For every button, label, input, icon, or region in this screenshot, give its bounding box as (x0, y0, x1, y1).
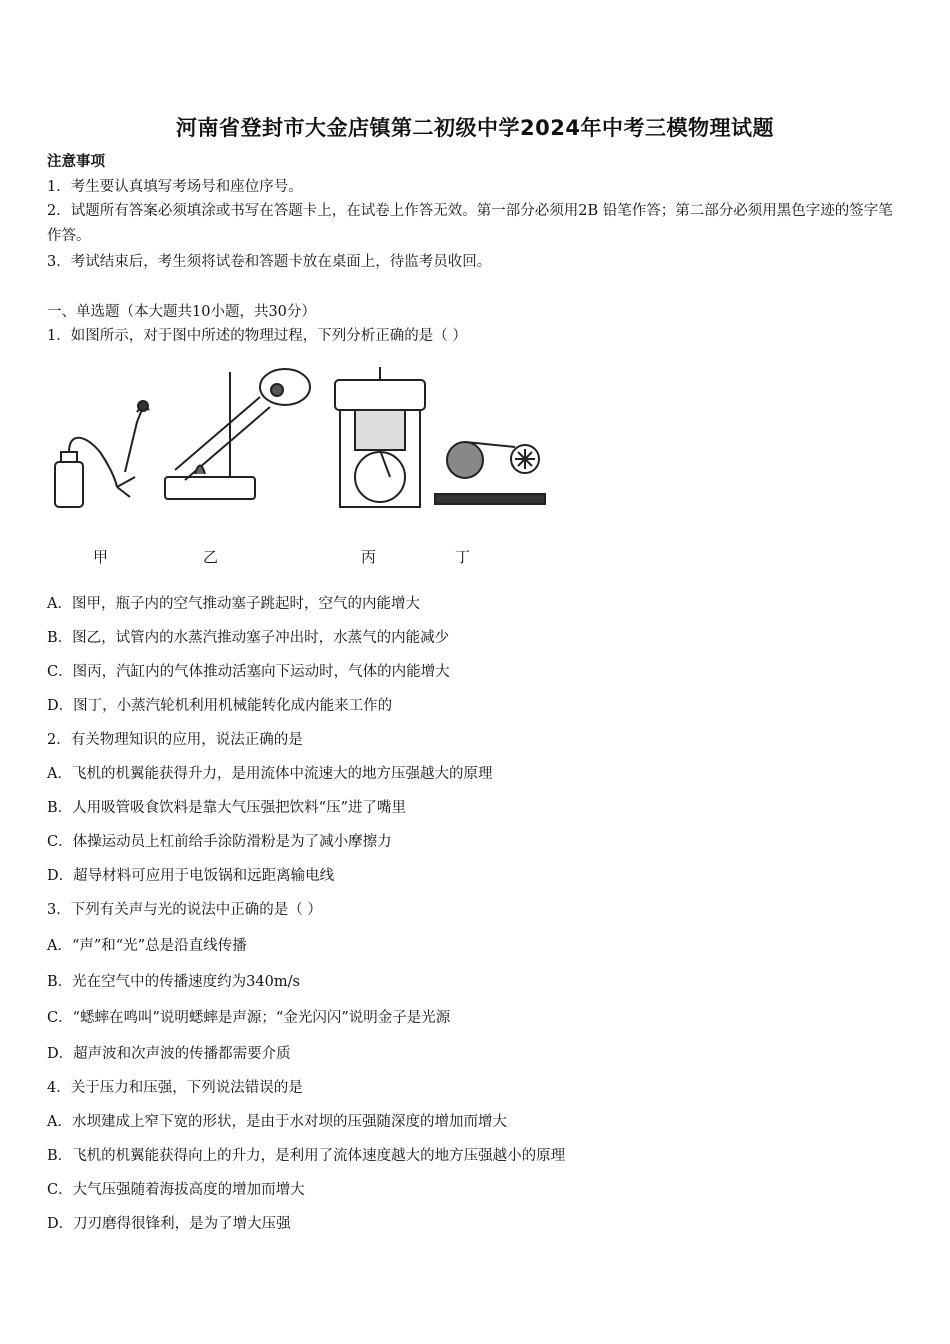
notice-item-3: 3．考试结束后，考生须将试卷和答题卡放在桌面上，待监考员收回。 (47, 254, 492, 270)
q1-option-a: A．图甲，瓶子内的空气推动塞子跳起时，空气的内能增大 (47, 596, 420, 612)
q1-option-b: B．图乙，试管内的水蒸汽推动塞子冲出时，水蒸气的内能减少 (47, 630, 450, 646)
q1-option-c: C．图丙，汽缸内的气体推动活塞向下运动时，气体的内能增大 (47, 664, 450, 680)
q4-option-b: B．飞机的机翼能获得向上的升力，是利用了流体速度越大的地方压强越小的原理 (47, 1148, 566, 1164)
q2-option-a: A．飞机的机翼能获得升力，是用流体中流速大的地方压强越大的原理 (47, 766, 493, 782)
physics-figure (45, 362, 555, 522)
figure-jia-bottle (55, 401, 149, 507)
q3-option-a: A．“声”和“光”总是沿直线传播 (47, 938, 247, 954)
q4-option-a: A．水坝建成上窄下宽的形状，是由于水对坝的压强随深度的增加而增大 (47, 1114, 507, 1130)
question-2-stem: 2．有关物理知识的应用，说法正确的是 (47, 732, 303, 748)
q3-option-b: B．光在空气中的传播速度约为340m/s (47, 974, 300, 990)
q1-option-d: D．图丁，小蒸汽轮机利用机械能转化成内能来工作的 (47, 698, 393, 714)
section-heading: 一、单选题（本大题共10小题，共30分） (47, 304, 316, 320)
q2-option-d: D．超导材料可应用于电饭锅和远距离输电线 (47, 868, 335, 884)
question-3-stem: 3．下列有关声与光的说法中正确的是（ ） (47, 902, 322, 918)
q2-option-b: B．人用吸管吸食饮料是靠大气压强把饮料“压”进了嘴里 (47, 800, 406, 816)
question-4-stem: 4．关于压力和压强，下列说法错误的是 (47, 1080, 303, 1096)
q4-option-d: D．刀刃磨得很锋利，是为了增大压强 (47, 1216, 291, 1232)
figure-yi-test-tube (165, 369, 310, 499)
q2-option-c: C．体操运动员上杠前给手涂防滑粉是为了减小摩擦力 (47, 834, 392, 850)
figure-label-jia: 甲 (93, 548, 109, 566)
notice-item-2: 2．试题所有答案必须填涂或书写在答题卡上，在试卷上作答无效。第一部分必须用2B 铅笔作答；第二部分必须用黑色字迹的签字笔作答。 (47, 203, 893, 244)
figure-ding-turbine (435, 442, 545, 504)
figure-label-ding: 丁 (455, 548, 471, 566)
q4-option-c: C．大气压强随着海拔高度的增加而增大 (47, 1182, 305, 1198)
q3-option-d: D．超声波和次声波的传播都需要介质 (47, 1046, 291, 1062)
figure-label-yi: 乙 (203, 548, 219, 566)
figure-bing-engine (335, 367, 425, 507)
q3-option-c: C．“蟋蟀在鸣叫”说明蟋蟀是声源；“金光闪闪”说明金子是光源 (47, 1010, 451, 1026)
notice-item-1: 1．考生要认真填写考场号和座位序号。 (47, 179, 303, 195)
notice-heading: 注意事项 (47, 153, 105, 170)
figure-label-bing: 丙 (361, 548, 377, 566)
question-1-stem: 1．如图所示，对于图中所述的物理过程，下列分析正确的是（ ） (47, 328, 467, 344)
page-title: 河南省登封市大金店镇第二初级中学2024年中考三模物理试题 (176, 116, 774, 140)
